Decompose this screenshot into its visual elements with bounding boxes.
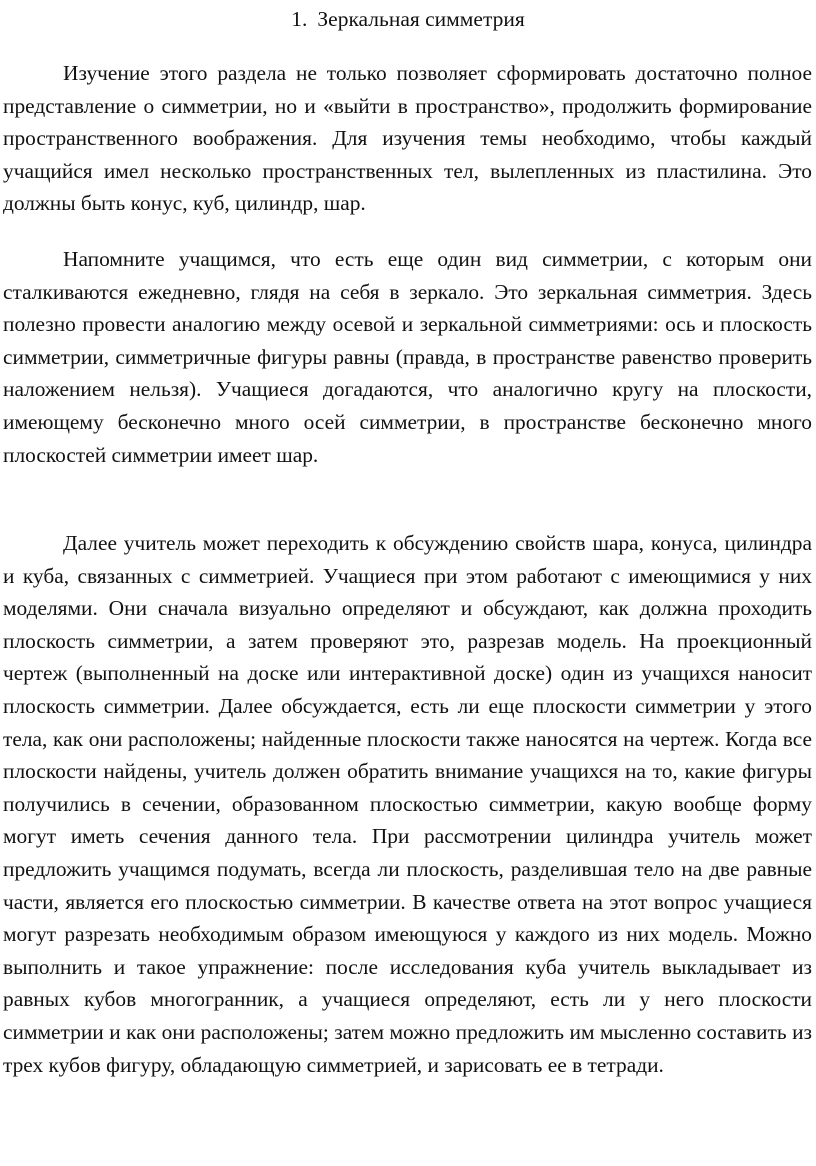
paragraph-intro: Изучение этого раздела не только позволяет сформировать достаточно полное представление о симметрии, но и «выйти в пространство», продолжить формирование пространственного воображения. Для изучения темы необходимо, чтобы каждый учащийся имел несколько пространственных тел, вылепленных из пластилина. Это должны быть конус, куб, цилиндр, шар. [3,61,812,216]
paragraph-mirror-symmetry: Напомните учащимся, что есть еще один вид симметрии, с которым они сталкиваются ежедневно, глядя на себя в зеркало. Это зеркальная симметрия. Здесь полезно провести аналогию между осевой и зеркальной симметриями: ось и плоскость симметрии, симметричные фигуры равны (правда, в пространстве равенство проверить наложением нельзя). Учащиеся догадаются, что аналогично кругу на плоскости, имеющему бесконечно много осей симметрии, в пространстве бесконечно много плоскостей симметрии имеет шар. [3,247,812,467]
section-heading [0,4,816,34]
section-title: Зеркальная симметрия [317,7,525,31]
section-number: 1. [291,7,308,31]
paragraph-solids-discussion: Далее учитель может переходить к обсуждению свойств шара, конуса, цилиндра и куба, связанных с симметрией. Учащиеся при этом работают с имеющимися у них моделями. Они сначала визуально определяют и обсуждают, как должна проходить плоскость симметрии, а затем проверяют это, разрезав модель. На проекционный чертеж (выполненный на доске или интерактивной доске) один из учащихся наносит плоскость симметрии. Далее обсуждается, есть ли еще плоскости симметрии у этого тела, как они расположены; найденные плоскости также наносятся на чертеж. Когда все плоскости найдены, учитель должен обратить внимание учащихся на то, какие фигуры получились в сечении, образованном плоскостью симметрии, какую вообще форму могут иметь сечения данного тела. При рассмотрении цилиндра учитель может предложить учащимся подумать, всегда ли плоскость, разделившая тело на две равные части, является его плоскостью симметрии. В качестве ответа на этот вопрос учащиеся могут разрезать необходимым образом имеющуюся у каждого из них модель. Можно выполнить и такое упражнение: после исследования куба учитель выкладывает из равных кубов многогранник, а учащиеся определяют, есть ли у него плоскости симметрии и как они расположены; затем можно предложить им мысленно составить из трех кубов фигуру, обладающую симметрией, и зарисовать ее в тетради. [3,531,812,1077]
